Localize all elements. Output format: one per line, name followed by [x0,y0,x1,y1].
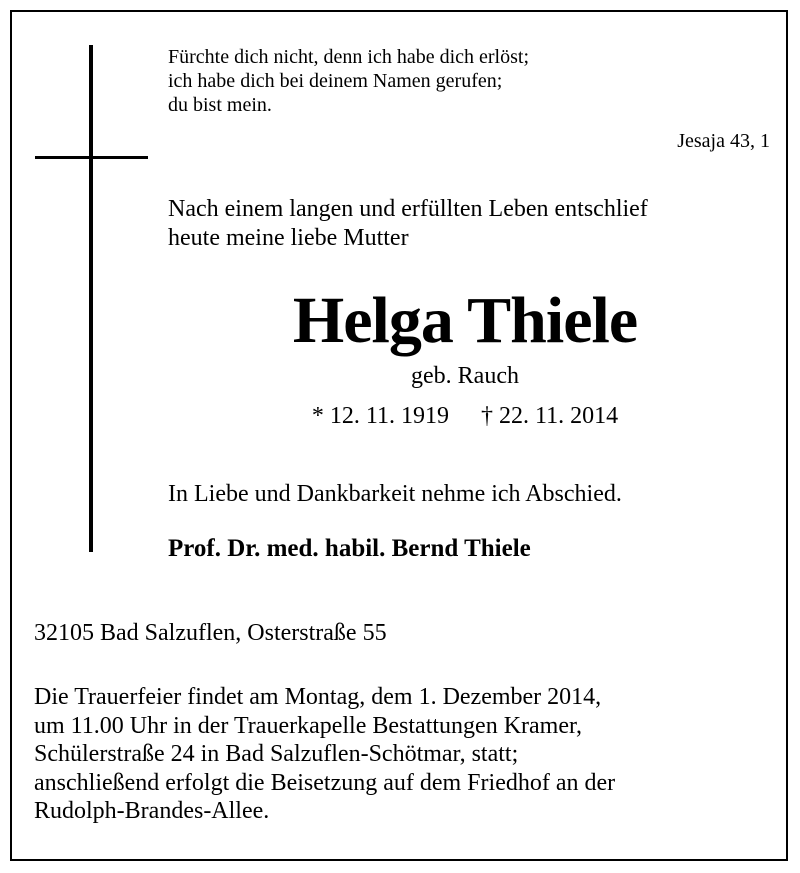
life-dates [168,402,762,430]
death-date: † 22. 11. 2014 [481,403,619,429]
birth-date: * 12. 11. 1919 [311,403,449,429]
verse-line: Fürchte dich nicht, denn ich habe dich erlöst; [168,46,530,68]
verse-line: ich habe dich bei deinem Namen gerufen; [168,70,503,92]
signature: Prof. Dr. med. habil. Bernd Thiele [168,535,531,562]
deceased-name: Helga Thiele [292,284,638,357]
verse-reference: Jesaja 43, 1 [677,130,770,152]
address: 32105 Bad Salzuflen, Osterstraße 55 [34,620,387,646]
service-line: um 11.00 Uhr in der Trauerkapelle Bestattungen Kramer, [34,712,583,739]
cross-icon-vertical-bar [89,45,93,552]
intro-line: heute meine liebe Mutter [168,225,409,251]
service-line: anschließend erfolgt die Beisetzung auf dem Friedhof an der [34,769,616,796]
funeral-service-info [34,683,615,826]
farewell-text: In Liebe und Dankbarkeit nehme ich Abschied. [168,481,622,507]
intro-text [168,195,648,253]
service-line: Rudolph-Brandes-Allee. [34,798,270,824]
cross-icon-horizontal-bar [35,156,148,159]
service-line: Die Trauerfeier findet am Montag, dem 1. Dezember 2014, [34,684,602,710]
intro-line: Nach einem langen und erfüllten Leben entschlief [168,196,648,222]
verse-line: du bist mein. [168,94,272,116]
bible-verse [168,45,529,117]
service-line: Schülerstraße 24 in Bad Salzuflen-Schötmar, statt; [34,741,519,767]
maiden-name: geb. Rauch [411,363,519,389]
